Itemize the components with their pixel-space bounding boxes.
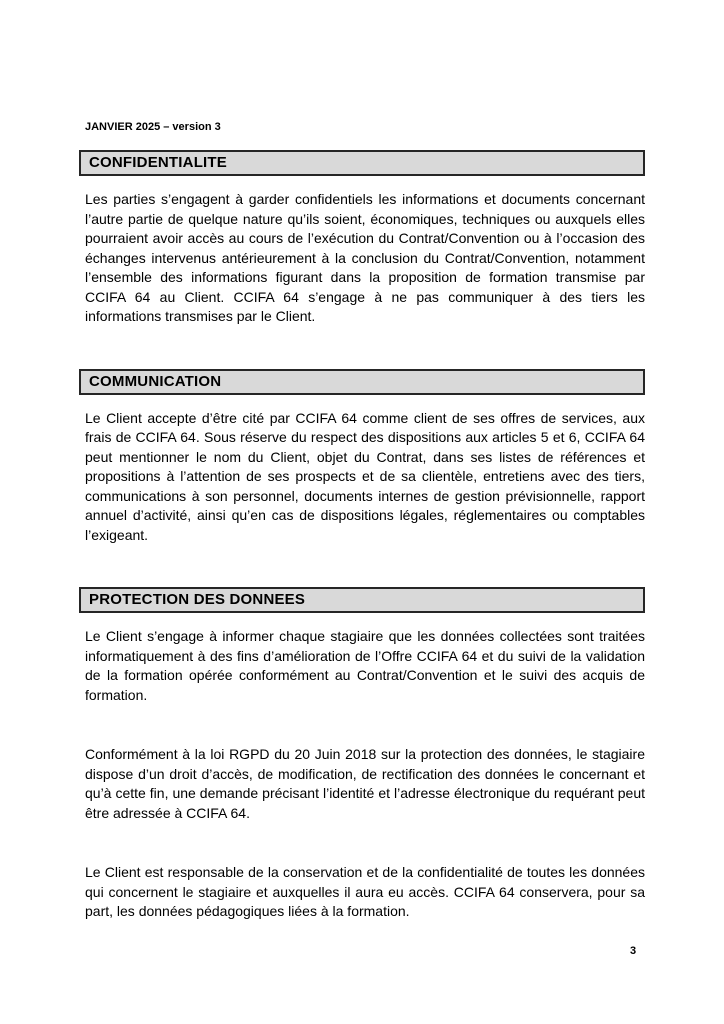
paragraph-protection-donnees-3: Le Client est responsable de la conservation et de la confidentialité de toutes les données qui concernent le stagiaire et auxquelles il aura eu accès. CCIFA 64 conservera, pour sa part, les données pédagogiques liées à la formation. (85, 864, 645, 919)
document-version-note: JANVIER 2025 – version 3 (85, 121, 221, 133)
section-heading-communication: COMMUNICATION (79, 369, 645, 395)
paragraph-protection-donnees-1: Le Client s’engage à informer chaque stagiaire que les données collectées sont traitées informatiquement à des fins d’amélioration de l’Offre CCIFA 64 et du suivi de la validation de la formation opérée conformément au Contrat/Convention et le suivi des acquis de formation. (85, 628, 645, 703)
paragraph-confidentialite: Les parties s’engagent à garder confidentiels les informations et documents concernant l’autre partie de quelque nature qu’ils soient, économiques, techniques ou auxquels elles pourraient avoir accès au cours de l’exécution du Contrat/Convention ou à l’occasion des échanges intervenus antérieurement à la conclusion du Contrat/Convention, notamment l’ensemble des informations figurant dans la proposition de formation transmise par CCIFA 64 au Client. CCIFA 64 s’engage à ne pas communiquer à des tiers les informations transmises par le Client. (85, 191, 645, 324)
paragraph-communication: Le Client accepte d’être cité par CCIFA 64 comme client de ses offres de services, aux frais de CCIFA 64. Sous réserve du respect des dispositions aux articles 5 et 6, CCIFA 64 peut mentionner le nom du Client, objet du Contrat, dans ses listes de références et propositions à l’attention de ses prospects et de sa clientèle, entretiens avec des tiers, communications à son personnel, documents internes de gestion prévisionnelle, rapport annuel d’activité, ainsi qu’en cas de dispositions légales, réglementaires ou comptables l’exigeant. (85, 409, 645, 543)
section-heading-protection-des-donnees: PROTECTION DES DONNEES (79, 587, 645, 613)
section-heading-confidentialite: CONFIDENTIALITE (79, 150, 645, 176)
paragraph-protection-donnees-2: Conformément à la loi RGPD du 20 Juin 2018 sur la protection des données, le stagiaire dispose d’un droit d’accès, de modification, de rectification des données le concernant et qu’à cette fin, une demande précisant l’identité et l’adresse électronique du requérant peut être adressée à CCIFA 64. (85, 746, 645, 821)
page-number: 3 (630, 945, 637, 957)
